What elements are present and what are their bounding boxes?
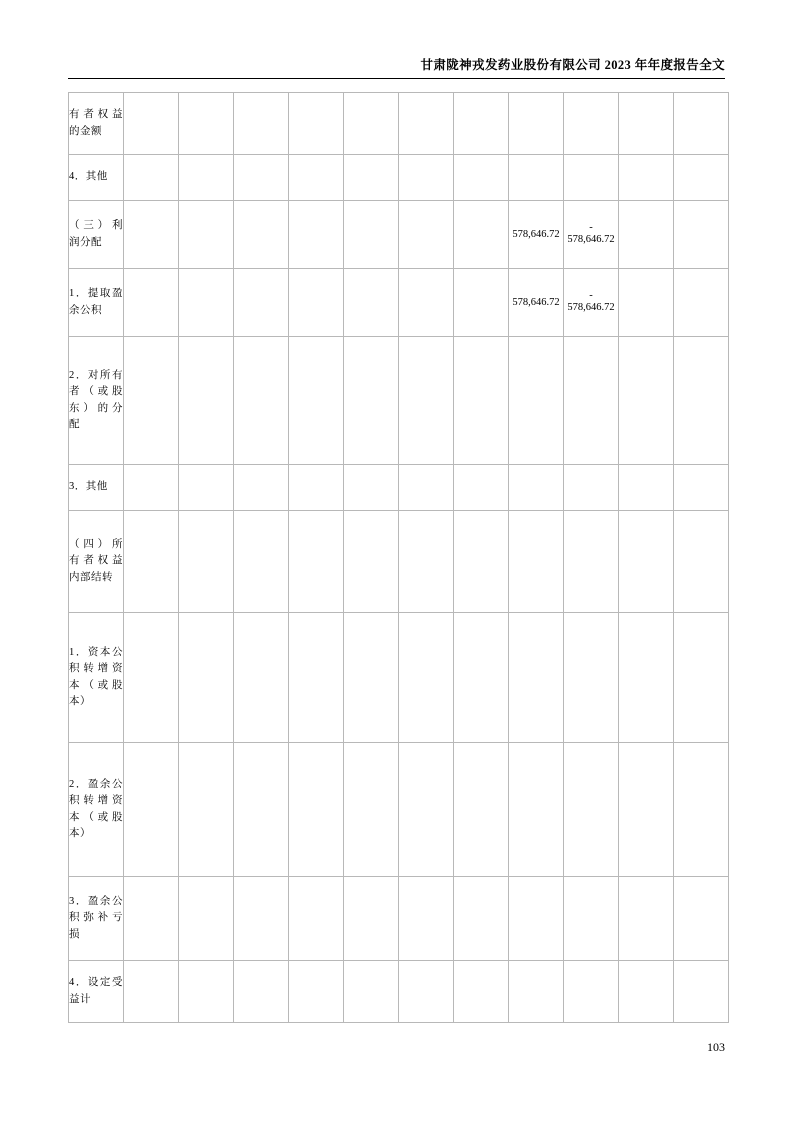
empty-cell [344, 269, 399, 337]
empty-cell [509, 961, 564, 1023]
row-label-cell: 3．其他 [69, 465, 124, 511]
negative-sign: - [589, 289, 593, 301]
empty-cell [289, 337, 344, 465]
empty-cell [234, 93, 289, 155]
empty-cell [564, 93, 619, 155]
empty-cell [234, 961, 289, 1023]
empty-cell [399, 269, 454, 337]
row-label-cell: （四）所有者权益内部结转 [69, 511, 124, 613]
empty-cell [234, 877, 289, 961]
empty-cell [344, 201, 399, 269]
empty-cell [619, 269, 674, 337]
row-label-cell: 4．设定受益计 [69, 961, 124, 1023]
empty-cell [454, 511, 509, 613]
row-label-cell: 3．盈余公积弥补亏损 [69, 877, 124, 961]
statement-of-changes-in-equity-table [68, 92, 729, 1023]
empty-cell [399, 465, 454, 511]
empty-cell [674, 613, 729, 743]
empty-cell [179, 201, 234, 269]
row-label-cell: 2．盈余公积转增资本（或股本） [69, 743, 124, 877]
empty-cell [564, 511, 619, 613]
empty-cell [179, 269, 234, 337]
table-row [69, 201, 729, 269]
empty-cell [179, 743, 234, 877]
empty-cell [124, 613, 179, 743]
page-number: 103 [707, 1040, 725, 1054]
row-label-cell: 1．资本公积转增资本（或股本） [69, 613, 124, 743]
empty-cell [399, 743, 454, 877]
empty-cell [124, 269, 179, 337]
empty-cell [454, 269, 509, 337]
value-text: 578,646.72 [567, 301, 615, 313]
table-row [69, 93, 729, 155]
empty-cell [564, 465, 619, 511]
empty-cell [234, 613, 289, 743]
table-row [69, 961, 729, 1023]
empty-cell [619, 743, 674, 877]
empty-cell [344, 465, 399, 511]
empty-cell [234, 465, 289, 511]
empty-cell [124, 511, 179, 613]
row-label-cell: 1．提取盈余公积 [69, 269, 124, 337]
empty-cell [674, 155, 729, 201]
empty-cell [674, 961, 729, 1023]
empty-cell [454, 155, 509, 201]
empty-cell [564, 877, 619, 961]
value-cell: 578,646.72 [509, 201, 564, 269]
empty-cell [124, 93, 179, 155]
empty-cell [179, 337, 234, 465]
empty-cell [344, 511, 399, 613]
empty-cell [289, 877, 344, 961]
empty-cell [509, 93, 564, 155]
empty-cell [234, 337, 289, 465]
empty-cell [289, 743, 344, 877]
table-row [69, 743, 729, 877]
empty-cell [399, 337, 454, 465]
empty-cell [179, 511, 234, 613]
empty-cell [179, 877, 234, 961]
empty-cell [674, 465, 729, 511]
table-row [69, 155, 729, 201]
empty-cell [619, 613, 674, 743]
empty-cell [289, 201, 344, 269]
empty-cell [674, 93, 729, 155]
empty-cell [124, 743, 179, 877]
empty-cell [454, 93, 509, 155]
empty-cell [619, 877, 674, 961]
empty-cell [509, 743, 564, 877]
table-row [69, 613, 729, 743]
empty-cell [564, 155, 619, 201]
empty-cell [124, 155, 179, 201]
row-label-cell: （三）利润分配 [69, 201, 124, 269]
empty-cell [399, 613, 454, 743]
row-label-cell: 4．其他 [69, 155, 124, 201]
empty-cell [619, 201, 674, 269]
empty-cell [344, 93, 399, 155]
empty-cell [124, 877, 179, 961]
table-row [69, 511, 729, 613]
empty-cell [399, 961, 454, 1023]
empty-cell [179, 961, 234, 1023]
empty-cell [344, 613, 399, 743]
empty-cell [509, 877, 564, 961]
table-row [69, 877, 729, 961]
table-body [69, 93, 729, 1023]
empty-cell [674, 877, 729, 961]
empty-cell [289, 465, 344, 511]
empty-cell [344, 877, 399, 961]
empty-cell [289, 511, 344, 613]
empty-cell [179, 613, 234, 743]
empty-cell [454, 613, 509, 743]
empty-cell [399, 877, 454, 961]
empty-cell [344, 337, 399, 465]
empty-cell [619, 465, 674, 511]
empty-cell [289, 961, 344, 1023]
empty-cell [399, 511, 454, 613]
empty-cell [509, 337, 564, 465]
empty-cell [674, 269, 729, 337]
empty-cell [344, 961, 399, 1023]
empty-cell [179, 155, 234, 201]
empty-cell [619, 93, 674, 155]
financial-table-container [68, 92, 725, 1023]
empty-cell [289, 155, 344, 201]
table-row [69, 269, 729, 337]
empty-cell [124, 201, 179, 269]
header-divider [68, 78, 725, 79]
empty-cell [509, 613, 564, 743]
empty-cell [399, 155, 454, 201]
empty-cell [289, 269, 344, 337]
value-cell: 578,646.72 [509, 269, 564, 337]
empty-cell [124, 961, 179, 1023]
empty-cell [619, 155, 674, 201]
empty-cell [454, 877, 509, 961]
row-label-cell: 2．对所有者（或股东）的分配 [69, 337, 124, 465]
empty-cell [564, 743, 619, 877]
empty-cell [454, 465, 509, 511]
empty-cell [564, 337, 619, 465]
empty-cell [454, 961, 509, 1023]
empty-cell [234, 743, 289, 877]
empty-cell [454, 201, 509, 269]
empty-cell [179, 93, 234, 155]
empty-cell [619, 511, 674, 613]
empty-cell [564, 961, 619, 1023]
empty-cell [509, 511, 564, 613]
empty-cell [124, 337, 179, 465]
empty-cell [234, 155, 289, 201]
empty-cell [564, 613, 619, 743]
empty-cell [674, 201, 729, 269]
value-text: 578,646.72 [567, 233, 615, 245]
empty-cell [234, 269, 289, 337]
empty-cell [674, 337, 729, 465]
empty-cell [124, 465, 179, 511]
empty-cell [344, 155, 399, 201]
empty-cell [234, 201, 289, 269]
value-cell [564, 201, 619, 269]
empty-cell [454, 743, 509, 877]
empty-cell [234, 511, 289, 613]
value-cell [564, 269, 619, 337]
empty-cell [399, 201, 454, 269]
empty-cell [399, 93, 454, 155]
empty-cell [179, 465, 234, 511]
empty-cell [509, 155, 564, 201]
page-header-title: 甘肃陇神戎发药业股份有限公司 2023 年年度报告全文 [420, 58, 725, 72]
table-row [69, 465, 729, 511]
negative-sign: - [589, 221, 593, 233]
empty-cell [619, 337, 674, 465]
table-row [69, 337, 729, 465]
empty-cell [674, 743, 729, 877]
empty-cell [289, 613, 344, 743]
empty-cell [619, 961, 674, 1023]
empty-cell [344, 743, 399, 877]
row-label-cell: 有者权益的金额 [69, 93, 124, 155]
empty-cell [454, 337, 509, 465]
empty-cell [289, 93, 344, 155]
empty-cell [509, 465, 564, 511]
empty-cell [674, 511, 729, 613]
